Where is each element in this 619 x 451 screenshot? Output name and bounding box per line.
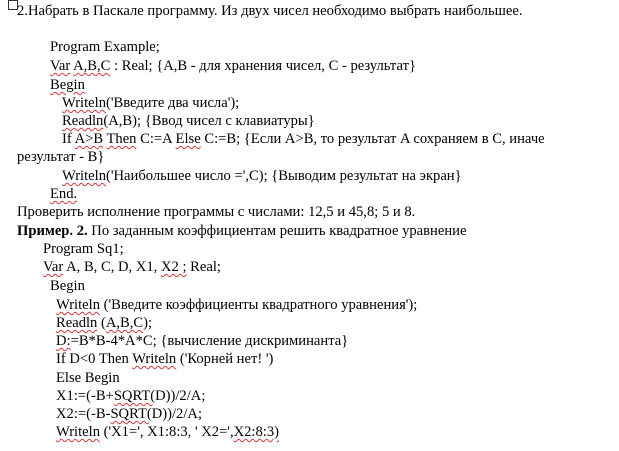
code-line: If D<0 Then Writeln ('Корней нет! ') — [56, 351, 274, 367]
check-instruction: Проверить исполнение программы с числами: 12,5 и 45,8; 5 и 8. — [17, 204, 416, 220]
task-heading: 2.Набрать в Паскале программу. Из двух чисел необходимо выбрать наибольшее. — [17, 3, 523, 19]
code-line: Begin — [50, 77, 85, 93]
code-line: Else Begin — [56, 370, 120, 386]
code-line: Var A, B, C, D, X1, X2 ; Real; — [43, 259, 221, 275]
code-line: End. — [50, 186, 78, 202]
code-line: Readln (A,B,C); — [56, 315, 153, 331]
code-line: Var A,B,C : Real; {A,B - для хранения чисел, C - результат} — [50, 58, 416, 74]
code-line: Begin — [50, 278, 85, 294]
code-line: Program Example; — [50, 39, 160, 55]
code-line: Writeln ('X1=', X1:8:3, ' X2=',X2:8:3) — [56, 424, 279, 440]
code-line: X1:=(-B+SQRT(D))/2/A; — [56, 388, 206, 404]
example-heading: Пример. 2. По заданным коэффициентам решить квадратное уравнение — [17, 223, 467, 239]
code-line: Writeln('Введите два числа'); — [62, 95, 240, 111]
code-line: Writeln('Наибольшее число =',C); {Выводим результат на экран} — [62, 168, 462, 184]
code-line: Writeln ('Введите коэффициенты квадратного уравнения'); — [56, 297, 418, 313]
code-line: Program Sq1; — [43, 241, 124, 257]
code-line: D:=B*B-4*A*C; {вычисление дискриминанта} — [56, 333, 349, 349]
code-line: результат - B} — [17, 149, 105, 165]
code-line: Readln(A,B); {Ввод чисел с клавиатуры} — [62, 113, 315, 129]
code-line: X2:=(-B-SQRT(D))/2/A; — [56, 406, 202, 422]
code-line: If A>B Then C:=A Else C:=B; {Если A>B, то результат A сохраняем в C, иначе — [62, 131, 545, 147]
